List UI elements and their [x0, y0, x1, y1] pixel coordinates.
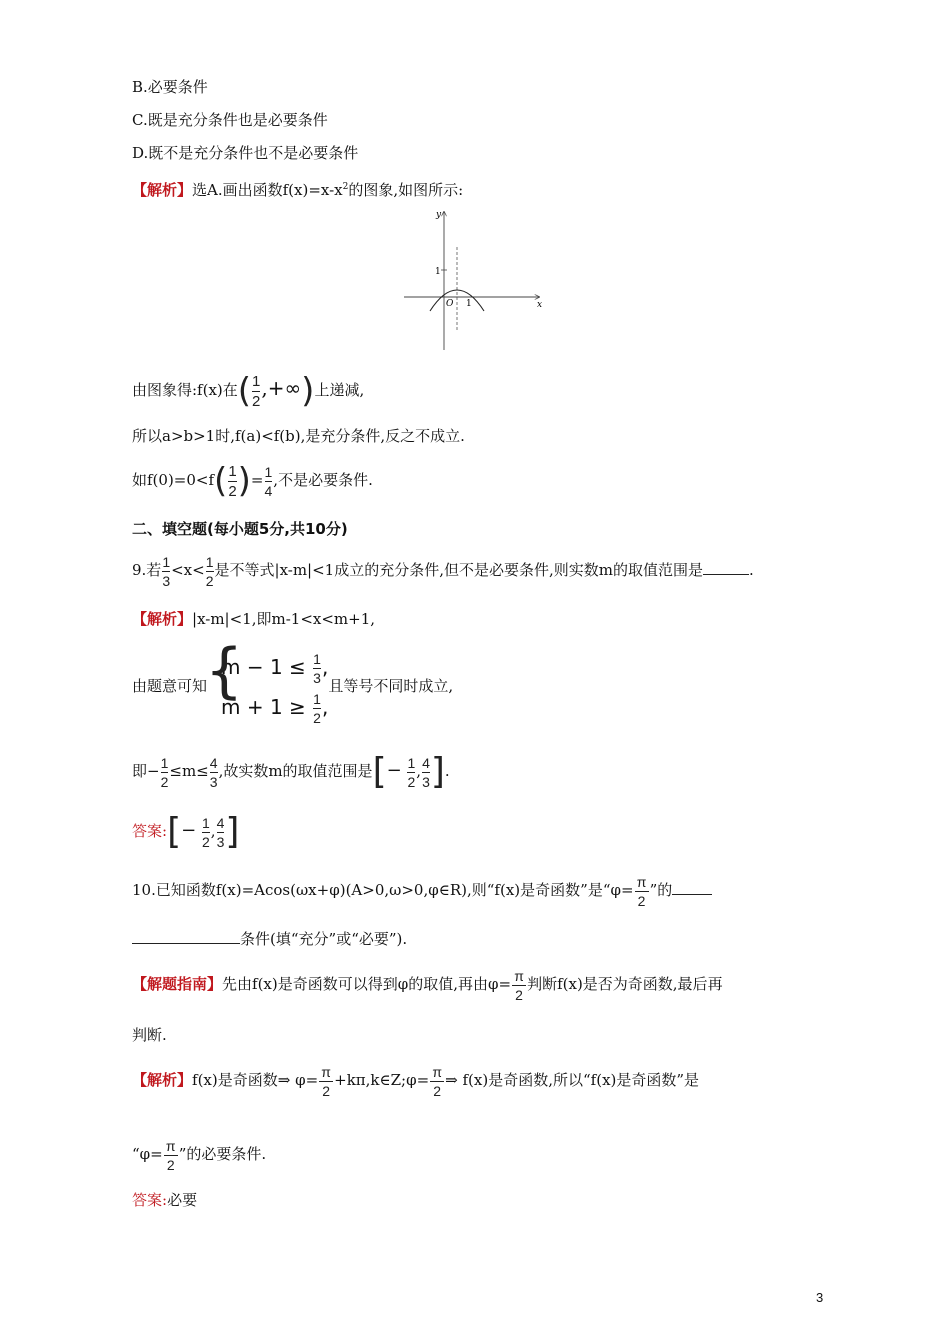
fraction-third: $\frac{1}{3}$ — [162, 553, 171, 589]
question-9 — [132, 548, 754, 592]
left-paren: ( — [214, 461, 228, 501]
analysis-label: 【解析】 — [132, 181, 193, 199]
x-one-label: 1 — [466, 299, 472, 309]
counterexample-line — [132, 456, 373, 504]
left-bracket: [ — [372, 751, 387, 792]
text: 由题意可知 — [132, 677, 208, 695]
answer-value: 必要 — [167, 1191, 198, 1209]
fraction-pi-half: $\frac{\pi}{2}$ — [635, 875, 649, 908]
analysis-line-1 — [132, 176, 463, 201]
comma: , — [210, 822, 216, 840]
text: ≤m≤ — [169, 762, 209, 780]
option-d: D.既不是充分条件也不是必要条件 — [132, 144, 359, 162]
section-heading: 二、填空题(每小题5分,共10分) — [132, 520, 348, 538]
minus: − — [386, 760, 402, 781]
x-label: x — [537, 300, 543, 310]
option-b: B.必要条件 — [132, 78, 208, 96]
guide-line — [132, 962, 723, 1006]
sufficient-line: 所以a>b>1时,f(a)<f(b),是充分条件,反之不成立. — [132, 427, 465, 445]
text: 上递减, — [314, 381, 365, 399]
text: 条件(填“充分”或“必要”). — [240, 930, 408, 948]
text: ,不是必要条件. — [273, 471, 373, 489]
plus-infinity: +∞ — [267, 376, 302, 400]
q9-answer — [132, 806, 239, 856]
equals: = — [250, 471, 264, 489]
text: 先由f(x)是奇函数可以得到φ的取值,再由φ= — [222, 975, 512, 993]
fraction-third: $\frac{1}{3}$ — [313, 651, 321, 686]
system-row-1: m − 1 ≤ $\frac{1}{3}$ , — [221, 651, 329, 686]
q10-analysis — [132, 1058, 699, 1102]
right-bracket: ] — [430, 751, 445, 792]
comma: , — [416, 762, 422, 780]
fraction-pi-half: $\frac{\pi}{2}$ — [430, 1065, 444, 1098]
left-paren: ( — [237, 371, 252, 411]
fraction-half: $\frac{1}{2}$ — [313, 691, 321, 726]
minus: − — [181, 820, 197, 841]
guide-label: 【解题指南】 — [132, 975, 223, 993]
y-label: y — [436, 210, 442, 220]
right-bracket: ] — [225, 811, 240, 852]
text: |x-m|<1,即m-1<x<m+1, — [192, 610, 376, 628]
fraction-four-thirds: $\frac{4}{3}$ — [422, 754, 430, 790]
q9-analysis — [132, 608, 375, 630]
analysis-label: 【解析】 — [132, 1071, 193, 1089]
text: ”的 — [649, 881, 673, 899]
fraction-pi-half: $\frac{\pi}{2}$ — [512, 969, 526, 1002]
minus: − — [147, 762, 160, 780]
answer-blank — [672, 880, 712, 895]
answer-label: 答案: — [132, 1191, 168, 1209]
text: <x< — [171, 561, 205, 579]
comma: , — [261, 376, 268, 400]
fraction-four-thirds: $\frac{4}{3}$ — [216, 814, 225, 850]
q10-answer — [132, 1189, 197, 1211]
decreasing-line — [132, 364, 364, 414]
text: +kπ,k∈Z;φ= — [334, 1071, 430, 1089]
fraction-pi-half: $\frac{\pi}{2}$ — [164, 1139, 178, 1172]
text: “φ= — [132, 1145, 163, 1163]
answer-label: 答案: — [132, 822, 168, 840]
text: 9.若 — [132, 561, 162, 579]
y-one-label: 1 — [435, 267, 441, 277]
fraction-half: $\frac{1}{2}$ — [205, 553, 214, 589]
text: f(x)是奇函数⇒ φ= — [192, 1071, 319, 1089]
fraction-half: $\frac{1}{2}$ — [252, 372, 261, 410]
text: . — [444, 762, 450, 780]
brace: { — [205, 636, 244, 706]
text: 如f(0)=0<f — [132, 471, 215, 489]
fraction-four-thirds: $\frac{4}{3}$ — [209, 754, 218, 790]
answer-blank — [132, 929, 240, 944]
analysis-text-end: 的图象,如图所示: — [348, 181, 464, 199]
inequality-system — [205, 636, 329, 727]
page-number: 3 — [816, 1290, 824, 1305]
fraction-half: $\frac{1}{2}$ — [160, 754, 169, 790]
q9-result — [132, 746, 450, 796]
option-c: C.既是充分条件也是必要条件 — [132, 111, 328, 129]
text: 是不等式|x-m|<1成立的充分条件,但不是必要条件,则实数m的取值范围是 — [214, 561, 703, 579]
fraction-half: $\frac{1}{2}$ — [407, 754, 416, 790]
text: 即 — [132, 762, 148, 780]
exponent: 2 — [342, 182, 349, 192]
parabola-graph — [402, 207, 546, 353]
analysis-label: 【解析】 — [132, 610, 193, 628]
guide-cont: 判断. — [132, 1026, 167, 1044]
origin-label: O — [446, 299, 454, 309]
left-bracket: [ — [167, 811, 182, 852]
text: ”的必要条件. — [178, 1145, 267, 1163]
text: 由图象得:f(x)在 — [132, 381, 238, 399]
q9-system-line — [132, 636, 454, 727]
question-10 — [132, 868, 712, 912]
text: . — [749, 561, 754, 579]
q10-analysis-cont — [132, 1132, 266, 1176]
text: 判断f(x)是否为奇函数,最后再 — [527, 975, 723, 993]
text: ⇒ f(x)是奇函数,所以“f(x)是奇函数”是 — [445, 1071, 700, 1089]
fraction-half: $\frac{1}{2}$ — [201, 814, 210, 850]
answer-blank — [703, 560, 749, 575]
right-paren: ) — [237, 461, 251, 501]
fraction-half: $\frac{1}{2}$ — [228, 462, 237, 500]
question-10-cont — [132, 928, 407, 950]
analysis-text: 选A.画出函数f(x)=x-x — [192, 181, 343, 199]
text: ,故实数m的取值范围是 — [218, 762, 373, 780]
fraction-quarter: $\frac{1}{4}$ — [264, 463, 273, 499]
right-paren: ) — [301, 371, 315, 411]
text: 且等号不同时成立, — [328, 677, 454, 695]
text: 10.已知函数f(x)=Acos(ωx+φ)(A>0,ω>0,φ∈R),则“f(x)是奇函数”是“φ= — [132, 881, 634, 899]
fraction-pi-half: $\frac{\pi}{2}$ — [319, 1065, 333, 1098]
system-row-2: m + 1 ≥ $\frac{1}{2}$ , — [221, 691, 329, 726]
